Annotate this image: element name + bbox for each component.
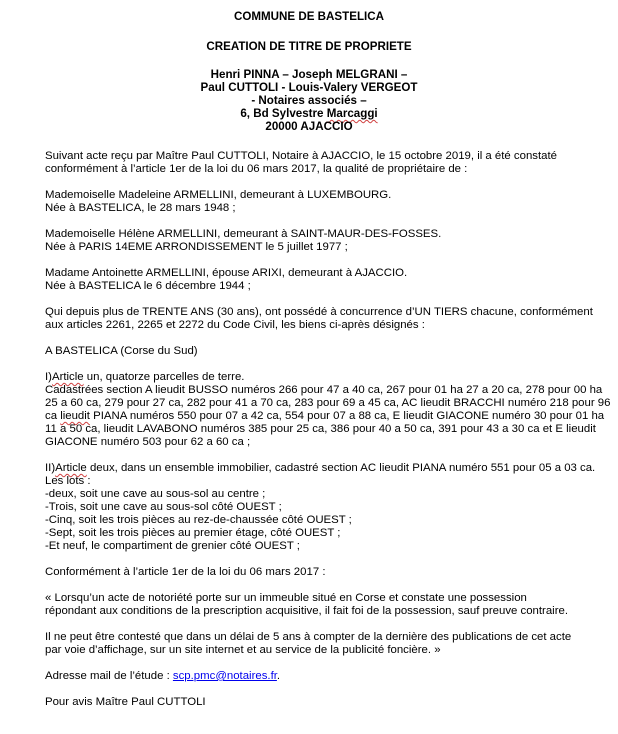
contact-line	[45, 670, 605, 683]
article-2-line-1	[45, 462, 605, 475]
contact-label: Adresse mail de l’étude :	[45, 670, 173, 682]
article-1-line-3: 25 a 60 ca, 279 pour 27 ca, 282 pour 41 a 70 ca, 283 pour 69 a 45 ca, AC lieudit BRACCHI numéro 218 pour 96	[45, 397, 611, 409]
article-2	[45, 462, 605, 553]
notaries-line-1: Henri PINNA – Joseph MELGRANI –	[210, 68, 408, 81]
contact-paragraph	[45, 670, 605, 683]
possession-paragraph	[45, 306, 605, 332]
notaries-header	[0, 68, 618, 133]
conformement-paragraph	[45, 566, 605, 579]
quote-1-line-1: « Lorsqu’un acte de notoriété porte sur un immeuble situé en Corse et constate une possession	[45, 592, 527, 604]
person-3-line-1: Madame Antoinette ARMELLINI, épouse ARIXI, demeurant à AJACCIO.	[45, 267, 408, 279]
quote-paragraph-2	[45, 631, 605, 657]
notaries-city: 20000 AJACCIO	[265, 120, 353, 133]
signature-paragraph	[45, 696, 605, 709]
address-street-name: Marcaggi	[326, 107, 378, 120]
article-1-rest: un, quatorze parcelles de terre.	[83, 371, 245, 383]
notaries-line-2: Paul CUTTOLI - Louis-Valery VERGEOT	[200, 81, 418, 94]
article-1-word: Article	[51, 371, 84, 383]
possession-line-2: aux articles 2261, 2265 et 2272 du Code Civil, les biens ci-après désignés :	[45, 319, 425, 331]
article-1-line-4-word: lieudit	[60, 410, 90, 422]
person-1-line-1: Mademoiselle Madeleine ARMELLINI, demeurant à LUXEMBOURG.	[45, 189, 392, 201]
person-1	[45, 189, 605, 215]
quote-2-line-1: Il ne peut être contesté que dans un délai de 5 ans à compter de la dernière des publications de cet acte	[45, 631, 572, 643]
lot-item: -Et neuf, le compartiment de grenier côté OUEST ;	[45, 540, 300, 552]
article-1-line-1	[45, 371, 605, 384]
notaries-address	[0, 107, 618, 120]
article-2-prefix: II)	[45, 462, 56, 474]
lot-item: -Trois, soit une cave au sous-sol côté OUEST ;	[45, 501, 282, 513]
article-1-line-5: 11 a 50 ca, lieudit LAVABONO numéros 385 pour 25 ca, 386 pour 40 a 50 ca, 391 pour 43 a 30 ca et E lieudit	[45, 423, 596, 435]
notaries-line-3: - Notaires associés –	[251, 94, 367, 107]
intro-line-2: conformément à l’article 1er de la loi du 06 mars 2017, la qualité de propriétaire de :	[45, 163, 468, 175]
article-1-line-4-rest: PIANA numéros 550 pour 07 a 42 ca, 554 pour 07 a 88 ca, E lieudit GIACONE numéro 30 pour 01 ha	[89, 410, 605, 422]
signature-line: Pour avis Maître Paul CUTTOLI	[45, 696, 206, 708]
location-line: A BASTELICA (Corse du Sud)	[45, 345, 198, 357]
email-link[interactable]: scp.pmc@notaires.fr	[172, 670, 277, 682]
contact-after: .	[276, 670, 281, 682]
possession-line-1: Qui depuis plus de TRENTE ANS (30 ans), ont possédé à concurrence d’UN TIERS chacune, conformément	[45, 306, 593, 318]
article-1-prefix: I)	[45, 371, 52, 383]
article-1-line-4	[45, 410, 605, 423]
person-3	[45, 267, 605, 293]
quote-2-line-2: par voie d’affichage, sur un site internet et au service de la publicité foncière. »	[45, 644, 441, 656]
article-1	[45, 371, 611, 449]
article-1-line-4-pre: ca	[45, 410, 61, 422]
person-2-line-1: Mademoiselle Hélène ARMELLINI, demeurant à SAINT-MAUR-DES-FOSSES.	[45, 228, 442, 240]
intro-line-1: Suivant acte reçu par Maître Paul CUTTOLI, Notaire à AJACCIO, le 15 octobre 2019, il a été constaté	[45, 150, 557, 162]
lots-label: Les lots :	[45, 475, 91, 487]
quote-paragraph-1	[45, 592, 605, 618]
notice-body	[45, 150, 611, 722]
person-2-line-2: Née à PARIS 14EME ARRONDISSEMENT le 5 juillet 1977 ;	[45, 241, 348, 253]
quote-1-line-2: répondant aux conditions de la prescription acquisitive, il fait foi de la possession, sauf preuve contraire.	[45, 605, 569, 617]
article-1-line-2: Cadastrées section A lieudit BUSSO numéros 266 pour 47 a 40 ca, 267 pour 01 ha 27 a 20 ca, 278 pour 00 ha	[45, 384, 603, 396]
person-1-line-2: Née à BASTELICA, le 28 mars 1948 ;	[45, 202, 236, 214]
lot-item: -Cinq, soit les trois pièces au rez-de-chaussée côté OUEST ;	[45, 514, 352, 526]
commune-title: COMMUNE DE BASTELICA	[233, 10, 385, 23]
intro-paragraph	[45, 150, 605, 176]
lot-item: -Sept, soit les trois pièces au premier étage, côté OUEST ;	[45, 527, 341, 539]
article-2-rest: deux, dans un ensemble immobilier, cadastré section AC lieudit PIANA numéro 551 pour 05 a 03 ca.	[86, 462, 596, 474]
location-paragraph	[45, 345, 605, 358]
person-3-line-2: Née à BASTELICA le 6 décembre 1944 ;	[45, 280, 251, 292]
article-1-line-6: GIACONE numéro 503 pour 62 a 60 ca ;	[45, 436, 251, 448]
address-street: 6, Bd Sylvestre	[240, 107, 327, 120]
article-2-word: Article	[55, 462, 87, 474]
conformement-line: Conformément à l’article 1er de la loi du 06 mars 2017 :	[45, 566, 326, 578]
creation-title: CREATION DE TITRE DE PROPRIETE	[206, 40, 412, 53]
person-2	[45, 228, 605, 254]
lot-item: -deux, soit une cave au sous-sol au centre ;	[45, 488, 266, 500]
